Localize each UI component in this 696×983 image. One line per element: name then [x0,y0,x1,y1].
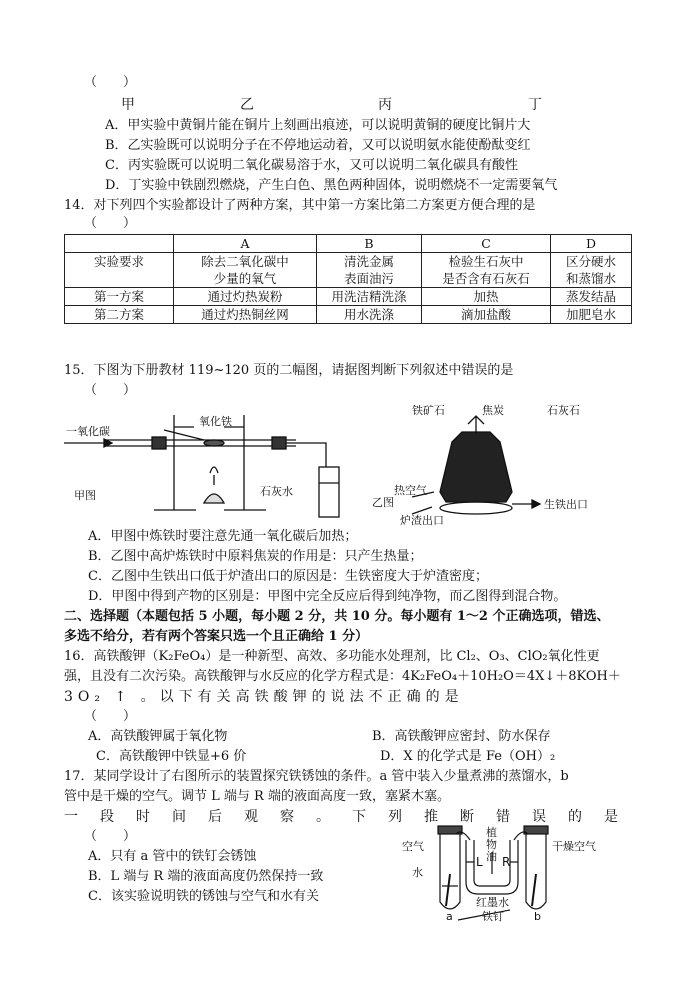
q15-option-d: D．甲图中得到产物的区别是：甲图中完全反应后得到纯净物，而乙图得到混合物。 [88,589,567,604]
label-air: 空气 [402,840,424,853]
label-limestone: 石灰石 [547,404,580,417]
table-cell: 加热 [422,288,551,306]
q13-label-yi: 乙 [240,97,254,113]
table-row [65,235,632,253]
q15-option-a: A．甲图中炼铁时要注意先通一氧化碳后加热； [88,529,358,544]
q16-paren: （ ） [84,709,137,724]
q16-option-c: C．高铁酸钾中铁显+6 价 [96,749,247,764]
label-coke: 焦炭 [482,404,504,417]
table-header-a: A [174,235,317,253]
label-dry-air: 干燥空气 [552,840,596,853]
table-cell: 第二方案 [65,306,174,324]
q16-line1: 16．高铁酸钾（K₂FeO₄）是一种新型、高效、多功能水处理剂，比 Cl₂、O₃、ClO₂氧化性更 [64,649,600,664]
q15-figure-yi [372,402,632,528]
table-cell: 区分硬水 和蒸馏水 [551,253,632,288]
table-cell: 蒸发结晶 [551,288,632,306]
q15-figure-jia [64,405,364,525]
q14-table [64,234,632,324]
q16-option-a: A．高铁酸钾属于氧化物 [88,729,228,744]
q16-option-d: D．X 的化学式是 Fe（OH）₂ [380,749,556,764]
q13-option-b: B．乙实验既可以说明分子在不停地运动着，又可以说明氨水能使酚酞变红 [105,138,531,153]
label-r: R [502,855,511,869]
table-cell: 实验要求 [65,253,174,288]
label-hot-air: 热空气 [394,484,427,497]
q17-option-b: B．L 端与 R 端的液面高度仍然保持一致 [88,869,324,884]
q15-option-b: B．乙图中高炉炼铁时中原料焦炭的作用是：只产生热量； [88,549,423,564]
label-red-ink: 红墨水 [476,896,509,909]
label-yi: 乙图 [372,496,394,509]
q17-paren: （ ） [84,829,137,844]
label-oil-2: 物 [486,838,497,851]
table-cell: 用水洗涤 [317,306,422,324]
table-cell [65,235,174,253]
table-cell: 滴加盐酸 [422,306,551,324]
table-row [65,288,632,306]
label-jia: 甲图 [74,489,96,502]
q14-stem: 14．对下列四个实验都设计了两种方案，其中第一方案比第二方案更方便合理的是 [64,198,536,213]
label-fe2o3: 氧化铁 [199,415,232,428]
table-header-b: B [317,235,422,253]
q14-paren: （ ） [84,216,137,231]
q13-option-c: C．丙实验既可以说明二氧化碳易溶于水，又可以说明二氧化碳具有酸性 [105,158,518,173]
q16-line2: 强，且没有二次污染。高铁酸钾与水反应的化学方程式是：4K₂FeO₄＋10H₂O＝4X↓＋8KOH＋ [64,669,621,684]
label-nail: 铁钉 [482,910,504,922]
q16-line3: 3O₂ ↑ 。以下有关高铁酸钾的说法不正确的是 [64,689,464,705]
q17-option-a: A．只有 a 管中的铁钉会锈蚀 [88,849,257,864]
table-header-c: C [422,235,551,253]
table-row [65,253,632,288]
section2-heading-line2: 多选不给分，若有两个答案只选一个且正确给 1 分） [64,629,369,644]
q13-label-jia: 甲 [121,97,135,113]
label-slag: 炉渣出口 [400,514,444,527]
label-co: 一氧化碳 [66,425,110,438]
q17-option-c: C．该实验说明铁的锈蚀与空气和水有关 [88,889,319,904]
table-cell: 除去二氧化碳中 少量的氧气 [174,253,317,288]
q17-line3: 一段时间后观察。下列推断错误的是 [64,809,640,825]
label-iron-out: 生铁出口 [544,498,588,511]
q15-option-c: C．乙图中生铁出口低于炉渣出口的原因是：生铁密度大于炉渣密度； [88,569,488,584]
q13-option-d: D．丁实验中铁剧烈燃烧，产生白色、黑色两种固体，说明燃烧不一定需要氧气 [105,178,558,193]
label-b: b [534,910,541,922]
table-cell: 通过灼热铜丝网 [174,306,317,324]
label-a: a [446,910,453,922]
label-limewater: 石灰水 [260,485,293,498]
table-cell: 检验生石灰中 是否含有石灰石 [422,253,551,288]
table-cell: 用洗洁精洗涤 [317,288,422,306]
table-cell: 第一方案 [65,288,174,306]
table-cell: 清洗金属 表面油污 [317,253,422,288]
q17-figure [398,822,632,922]
q13-label-bing: 丙 [378,97,392,113]
label-l: L [476,855,483,869]
q13-paren: （ ） [84,75,137,90]
table-header-d: D [551,235,632,253]
q13-option-a: A．甲实验中黄铜片能在铜片上刻画出痕迹，可以说明黄铜的硬度比铜片大 [105,118,531,133]
table-cell: 加肥皂水 [551,306,632,324]
section2-heading-line1: 二、选择题（本题包括 5 小题，每小题 2 分，共 10 分。每小题有 1～2 个正确选项，错选、 [64,609,610,624]
label-water: 水 [412,866,423,879]
q15-paren: （ ） [84,383,137,398]
q17-line2: 管中是干燥的空气。调节 L 端与 R 端的液面高度一致，塞紧木塞。 [64,789,450,804]
label-ore: 铁矿石 [412,404,445,417]
q17-line1: 17．某同学设计了右图所示的装置探究铁锈蚀的条件。a 管中装入少量煮沸的蒸馏水，b [64,769,569,784]
q13-label-ding: 丁 [528,97,542,113]
label-oil-1: 植 [486,826,497,839]
q16-option-b: B．高铁酸钾应密封、防水保存 [372,729,551,744]
table-cell: 通过灼热炭粉 [174,288,317,306]
label-oil-3: 油 [486,850,497,863]
table-row [65,306,632,324]
q15-stem: 15．下图为下册教材 119~120 页的二幅图，请据图判断下列叙述中错误的是 [64,363,514,378]
